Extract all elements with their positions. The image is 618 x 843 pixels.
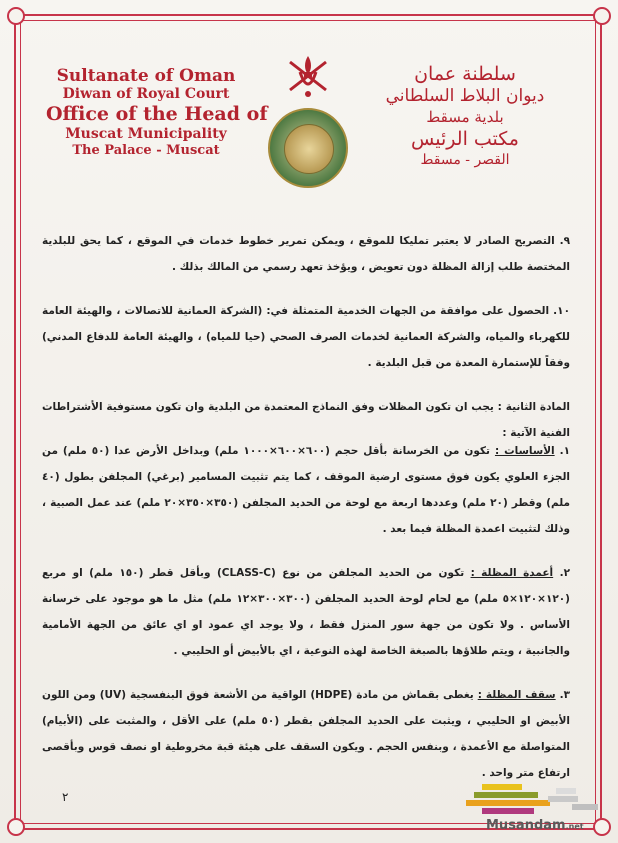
item-text: تكون من الخرسانة بأقل حجم (٦٠٠×٦٠٠×١٠٠٠ ملم) وبداخل الأرض عدا (٥٠ ملم) من الجزء العلوي يكون فوق مستوى ارضية الموقف ، كما يتم تثبيت المسامير (برغي) المجلفن بطول (٤٠ ملم) وقطر (٢٠ ملم) وعددها اربعة مع لوحة من الحديد المجلفن (٣٥٠×٣٥٠×٢٠ ملم) عند عمل الصبية ، وذلك لتثبيت اعمدة المظلة فيما بعد . (42, 445, 570, 535)
watermark-suffix: .net (565, 822, 584, 831)
item-label: الأساسات : (494, 445, 555, 457)
letterhead-ar-line: سلطنة عمان (414, 63, 516, 85)
watermark-text (486, 818, 584, 833)
border-corner-ornament (7, 7, 25, 25)
article-2-heading: المادة الثانية : يجب ان تكون المظلات وفق النماذج المعتمدة من البلدية وان تكون مستوفية الأشتراطات الفنية الآتية : (42, 401, 570, 439)
item-text: تكون من الحديد المجلفن من نوع (CLASS-C) وبأقل قطر (١٥٠ ملم) او مربع (١٢٠×١٢٠×٥ ملم) مع لحام لوحة الحديد المجلفن (٣٠٠×٣٠٠×١٢ ملم) مثل ما هو موجود على خرسانة الأساس . ولا تكون من جهة سور المنزل فقط ، ولا يوجد اي عمود او اي عائق من الجهة الأمامية والجانبية ، ويتم طلاؤها بالصبغة الخاصة لهذه النوعية ، اي بالأبيض أو الحليبي . (42, 567, 570, 657)
letterhead-arabic (350, 62, 580, 169)
municipality-seal-icon (268, 108, 348, 188)
item-label: أعمدة المظلة : (470, 567, 554, 579)
letterhead-en-line: Office of the Head of (46, 103, 268, 126)
page-number: ٢ (62, 790, 69, 804)
letterhead-en-line: Muscat Municipality (65, 125, 227, 142)
letterhead-en-line: Sultanate of Oman (56, 66, 236, 86)
letterhead-ar-line: بلدية مسقط (426, 108, 504, 127)
item-number: ٢. (559, 567, 570, 579)
border-corner-ornament (593, 7, 611, 25)
border-corner-ornament (7, 818, 25, 836)
letterhead-english (46, 66, 268, 158)
clause-10: ١٠. الحصول على موافقة من الجهات الخدمية المتمثلة في: (الشركة العمانية للاتصالات ، والهيئة العامة للكهرباء والمياه، والشركة العمانية لخدمات الصرف الصحي (حيا للمياه) ، والهيئة العامة للدفاع المدني) وفقاً للإستمارة المعدة من قبل البلدية . (42, 305, 570, 369)
letterhead-ar-line: ديوان البلاط السلطاني (385, 86, 545, 107)
item-text: يغطى بقماش من مادة (HDPE) الواقية من الأشعة فوق البنفسجية (UV) ومن اللون الأبيض او الحليبي ، ويثبت على الحديد المجلفن بقطر (٥٠ ملم) على الأقل ، والمثبت على (الأبيام) المتواصلة مع الأعمدة ، وبنفس الحجم . ويكون السقف على هيئة قبة مخروطية او نصف قوس وبأقصى ارتفاع متر واحد . (42, 689, 571, 779)
requirement-item-3 (42, 682, 570, 786)
watermark-name: Musandam (486, 818, 566, 833)
item-number: ٣. (559, 689, 571, 701)
letterhead-ar-line: القصر - مسقط (420, 151, 510, 168)
clause-9: ٩. التصريح الصادر لا يعتبر تمليكا للموقع ، ويمكن تمرير خطوط خدمات في الموقع ، كما يحق للبلدية المختصة طلب إزالة المظلة دون تعويض ، ويؤخذ تعهد رسمي من المالك بذلك . (42, 235, 570, 273)
requirement-item-1 (42, 438, 570, 542)
requirement-item-2 (42, 560, 570, 664)
letterhead-ar-line: مكتب الرئيس (411, 128, 519, 151)
item-number: ١. (559, 445, 571, 457)
letterhead-en-line: The Palace - Muscat (72, 142, 220, 158)
item-label: سقف المظلة : (477, 689, 556, 701)
khanjar-emblem-icon (270, 52, 346, 100)
letterhead-en-line: Diwan of Royal Court (62, 86, 230, 103)
